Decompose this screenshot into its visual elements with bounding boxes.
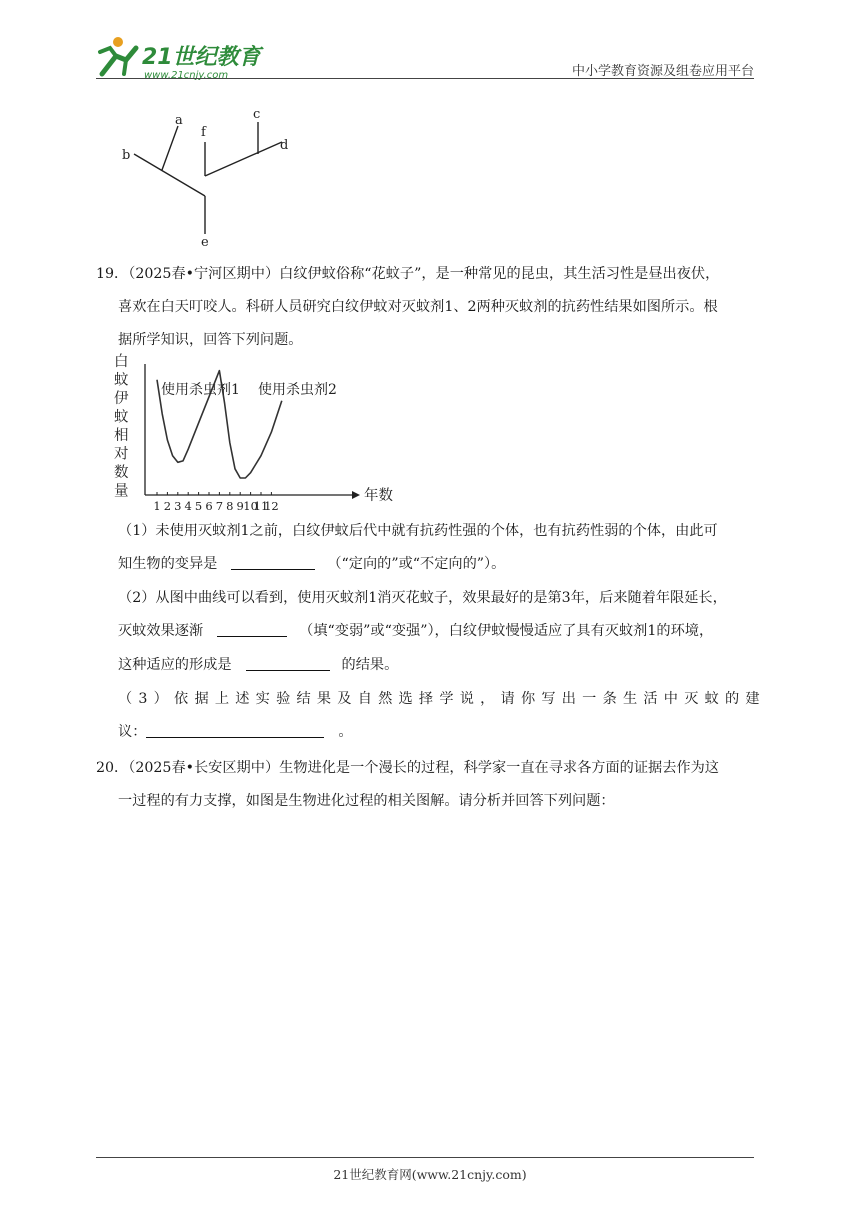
y-axis-label-char: 数 — [114, 465, 129, 481]
x-tick-label: 2 — [163, 499, 172, 513]
q19-sub3-char: 实 — [255, 691, 270, 707]
q20-stem-line1 — [96, 758, 719, 778]
tree-label-e: e — [201, 235, 209, 250]
q19-sub1-line2 — [118, 554, 505, 574]
q19-stem-line2: 喜欢在白天叮咬人。科研人员研究白纹伊蚊对灭蚊剂1、2两种灭蚊剂的抗药性结果如图所示。根 — [118, 299, 718, 315]
y-axis-label-char: 伊 — [114, 391, 129, 407]
tree-label-c: c — [253, 107, 261, 122]
x-axis-arrow — [352, 491, 360, 499]
q19-sub3-char: 中 — [663, 691, 678, 707]
x-tick-label: 10 — [243, 499, 258, 513]
header-platform-text: 中小学教育资源及组卷应用平台 — [571, 64, 754, 79]
answer-blank-2[interactable] — [217, 622, 287, 637]
y-axis-label-char: 蚊 — [114, 372, 129, 389]
site-logo — [96, 34, 266, 82]
annotation-insecticide-1: 使用杀虫剂1 — [161, 382, 240, 398]
x-tick-label: 7 — [215, 499, 224, 513]
q19-sub1-text-a: 知生物的变异是 — [118, 556, 218, 572]
x-axis-label: 年数 — [364, 488, 393, 504]
q19-sub3-char: 条 — [602, 691, 617, 707]
answer-blank-4[interactable] — [146, 723, 324, 738]
answer-blank-1[interactable] — [231, 555, 315, 570]
q19-sub3-char: ） — [153, 691, 168, 707]
q19-sub2-line1: （2）从图中曲线可以看到，使用灭蚊剂1消灭花蚊子，效果最好的是第3年，后来随着年限延长， — [118, 590, 727, 606]
q19-sub3-text-a: 议： — [118, 724, 147, 740]
tree-label-b: b — [122, 148, 131, 163]
x-tick-label: 4 — [184, 499, 192, 513]
q19-sub3-char: 选 — [398, 691, 413, 707]
q19-sub3-line2 — [118, 722, 353, 742]
q20-stem-line2: 一过程的有力支撑，如图是生物进化过程的相关图解。请分析并回答下列问题： — [118, 793, 615, 809]
q19-sub3-text-b: 。 — [338, 724, 353, 740]
q19-source: （2025春•宁河区期中） — [128, 266, 280, 282]
q19-sub3-char: 蚊 — [704, 691, 719, 707]
q19-sub2-text-c: 这种适应的形成是 — [118, 657, 232, 673]
q19-sub2-line3 — [118, 655, 398, 675]
q19-sub3-char: 你 — [520, 691, 536, 707]
q19-sub3-char: 3 — [138, 691, 148, 707]
q19-stem-line3: 据所学知识，回答下列问题。 — [118, 332, 303, 348]
q20-stem-text1: 生物进化是一个漫长的过程，科学家一直在寻求各方面的证据去作为这 — [279, 760, 719, 776]
q19-sub3-char: 果 — [316, 691, 332, 707]
x-tick-label: 12 — [264, 499, 279, 513]
phylogenetic-tree-diagram — [112, 104, 312, 252]
q19-sub3-char: 自 — [357, 691, 372, 707]
y-axis-label-char: 量 — [114, 483, 129, 500]
q19-sub3-char: 活 — [643, 691, 658, 707]
q19-sub3-char: 出 — [561, 691, 576, 707]
q19-sub3-char: 择 — [418, 691, 434, 707]
q19-sub3-char: 灭 — [684, 691, 699, 707]
tree-label-f: f — [201, 125, 206, 140]
q19-sub3-char: 结 — [296, 691, 311, 707]
tree-branch-d — [205, 142, 282, 176]
tree-label-a: a — [175, 113, 183, 128]
q19-sub3-char: 上 — [214, 691, 230, 707]
q19-sub3-char: 及 — [337, 691, 352, 707]
answer-blank-3[interactable] — [246, 656, 330, 671]
header-divider — [96, 78, 754, 79]
y-axis-label-char: 白 — [114, 354, 129, 370]
q19-sub3-char: 请 — [500, 691, 515, 707]
q19-sub3-char: 述 — [235, 691, 250, 707]
q19-sub3-char: 说 — [459, 691, 474, 707]
q19-sub1-line1: （1）未使用灭蚊剂1之前，白纹伊蚊后代中就有抗药性强的个体，也有抗药性弱的个体，由此可 — [118, 523, 718, 539]
logo-url: www.21cnjy.com — [144, 70, 229, 81]
q19-number: 19． — [96, 266, 129, 282]
q19-stem-text1: 白纹伊蚊俗称“花蚊子”，是一种常见的昆虫，其生活习性是昼出夜伏， — [279, 266, 720, 282]
x-tick-label: 5 — [194, 499, 203, 513]
x-tick-label: 9 — [236, 499, 244, 513]
q19-sub3-char: （ — [118, 691, 133, 707]
q19-sub3-char: 学 — [439, 691, 454, 707]
footer-divider — [96, 1157, 754, 1158]
annotation-insecticide-2: 使用杀虫剂2 — [258, 382, 337, 398]
q19-sub3-char: 生 — [622, 691, 638, 707]
q19-sub3-char: 建 — [745, 691, 760, 707]
q19-sub1-text-b: （“定向的”或“不定向的”）。 — [327, 556, 506, 572]
q19-sub2-text-b: （填“变弱”或“变强”），白纹伊蚊慢慢适应了具有灭蚊剂1的环境， — [299, 623, 714, 639]
x-tick-label: 3 — [174, 499, 182, 513]
x-tick-label: 6 — [205, 499, 213, 513]
q19-sub3-char: ， — [480, 691, 495, 707]
runner-logo-icon — [100, 37, 136, 74]
tree-branch-b — [134, 154, 205, 196]
y-axis-label-char: 对 — [114, 446, 129, 463]
q19-sub3-char: 然 — [378, 691, 393, 707]
x-tick-label: 11 — [253, 499, 269, 513]
q19-sub3-char: 的 — [725, 691, 740, 707]
mosquito-resistance-chart — [112, 352, 402, 520]
q19-sub3-line1 — [118, 689, 760, 709]
q19-sub3-char: 验 — [276, 691, 291, 707]
q19-sub2-line2 — [118, 621, 713, 641]
y-axis-label-char: 蚊 — [114, 409, 129, 426]
tree-branch-a — [162, 126, 178, 170]
y-axis-label-char: 相 — [114, 428, 129, 444]
q19-sub3-char: 据 — [194, 691, 209, 707]
q20-number: 20． — [96, 760, 129, 776]
logo-text: 21世纪教育 — [142, 45, 261, 70]
x-tick-label: 1 — [153, 499, 161, 513]
q19-sub2-text-d: 的结果。 — [341, 657, 399, 673]
q19-stem-line1 — [96, 264, 719, 284]
q20-source: （2025春•长安区期中） — [128, 760, 280, 776]
q19-sub3-char: 一 — [582, 691, 597, 707]
x-tick-label: 8 — [226, 499, 234, 513]
q19-sub2-text-a: 灭蚊效果逐渐 — [118, 623, 204, 639]
q19-sub3-char: 依 — [174, 691, 189, 707]
tree-label-d: d — [280, 138, 289, 153]
q19-sub3-char: 写 — [541, 691, 556, 707]
footer-text: 21世纪教育网(www.21cnjy.com) — [333, 1167, 527, 1182]
